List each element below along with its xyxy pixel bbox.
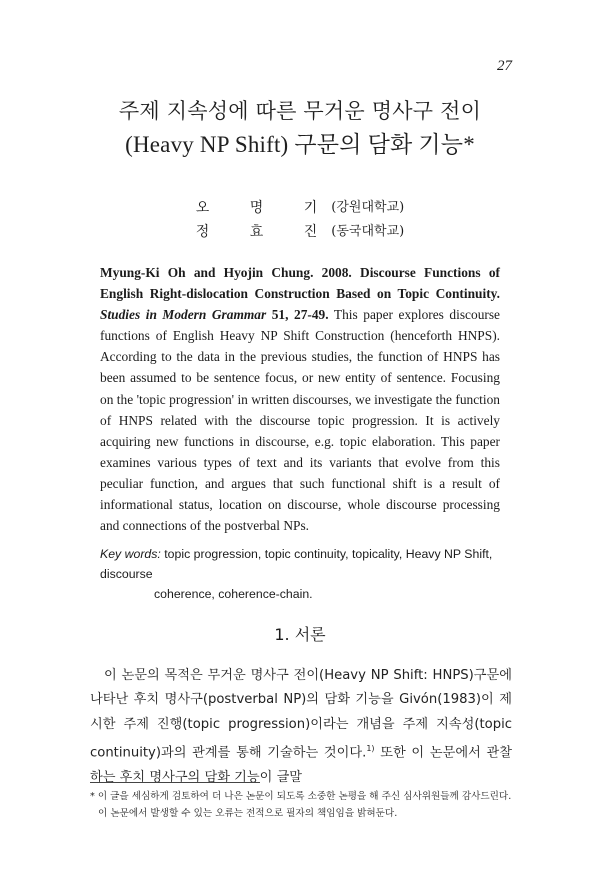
footnote-divider xyxy=(90,782,260,783)
body-paragraph xyxy=(90,664,512,790)
footnote-line-1: * 이 글을 세심하게 검토하여 더 나은 논문이 되도록 소중한 논평을 해 주신 심사위원들께 감사드린다. xyxy=(90,791,512,802)
author-row xyxy=(0,220,600,244)
journal-volume: 51, 27-49. xyxy=(271,307,329,323)
abstract xyxy=(100,262,500,536)
paper-title xyxy=(0,94,600,162)
footnote-line-2: 이 논문에서 발생할 수 있는 오류는 전적으로 필자의 책임임을 밝혀둔다. xyxy=(98,808,398,819)
body-text-continued: 또한 이 논문에서 관찰하는 후치 명사구의 담화 기능이 글말 xyxy=(90,745,512,786)
author-list xyxy=(0,196,600,244)
footnote-ref: 1) xyxy=(366,744,375,754)
author-name: 정 효 진 xyxy=(195,224,336,240)
journal-name: Studies in Modern Grammar xyxy=(100,307,267,323)
keywords-line-2: coherence, coherence-chain. xyxy=(154,587,313,601)
body-text: 이 논문의 목적은 무거운 명사구 전이(Heavy NP Shift: HNPS)구문에 나타난 후치 명사구(postverbal NP)의 담화 기능을 Givón(1983)이 제시한 주제 진행(topic progression)이라는 개념을 주제 지속성(topic continuity)과의 관계를 통해 기술하는 것이다. xyxy=(90,668,512,761)
title-line-1: 주제 지속성에 따른 무거운 명사구 전이 xyxy=(118,99,482,123)
keywords-label: Key words: xyxy=(100,547,161,561)
page-number: 27 xyxy=(497,58,512,74)
keywords-line-1: topic progression, topic continuity, topicality, Heavy NP Shift, discourse xyxy=(100,547,493,581)
author-row xyxy=(0,196,600,220)
title-line-2: (Heavy NP Shift) 구문의 담화 기능* xyxy=(125,132,475,157)
section-heading: 1. 서론 xyxy=(274,625,326,644)
abstract-text: This paper explores discourse functions of English Heavy NP Shift Construction (henceforth HNPS). According to the data in the previous studies, the function of HNPS has been assumed to be sentence focus, or new entity of sentence. Focusing on the 'topic progression' in written discourses, we investigate the function of HNPS related with the discourse topic progression. It is actively acquiring new functions in discourse, e.g. topic elaboration. This paper examines various types of text and its variants that evolve from this peculiar function, and argues that such functional shift is a result of informational status, location on discourse, whole discourse processing and connections of the postverbal NPs. xyxy=(100,307,500,534)
footnote xyxy=(90,788,520,822)
keywords xyxy=(100,544,510,604)
author-affiliation: (강원대학교) xyxy=(331,200,405,215)
author-name: 오 명 기 xyxy=(195,200,336,216)
abstract-citation: Myung-Ki Oh and Hyojin Chung. 2008. Discourse Functions of English Right-dislocation Construction Based on Topic Continuity. xyxy=(100,265,500,302)
author-affiliation: (동국대학교) xyxy=(331,224,405,239)
